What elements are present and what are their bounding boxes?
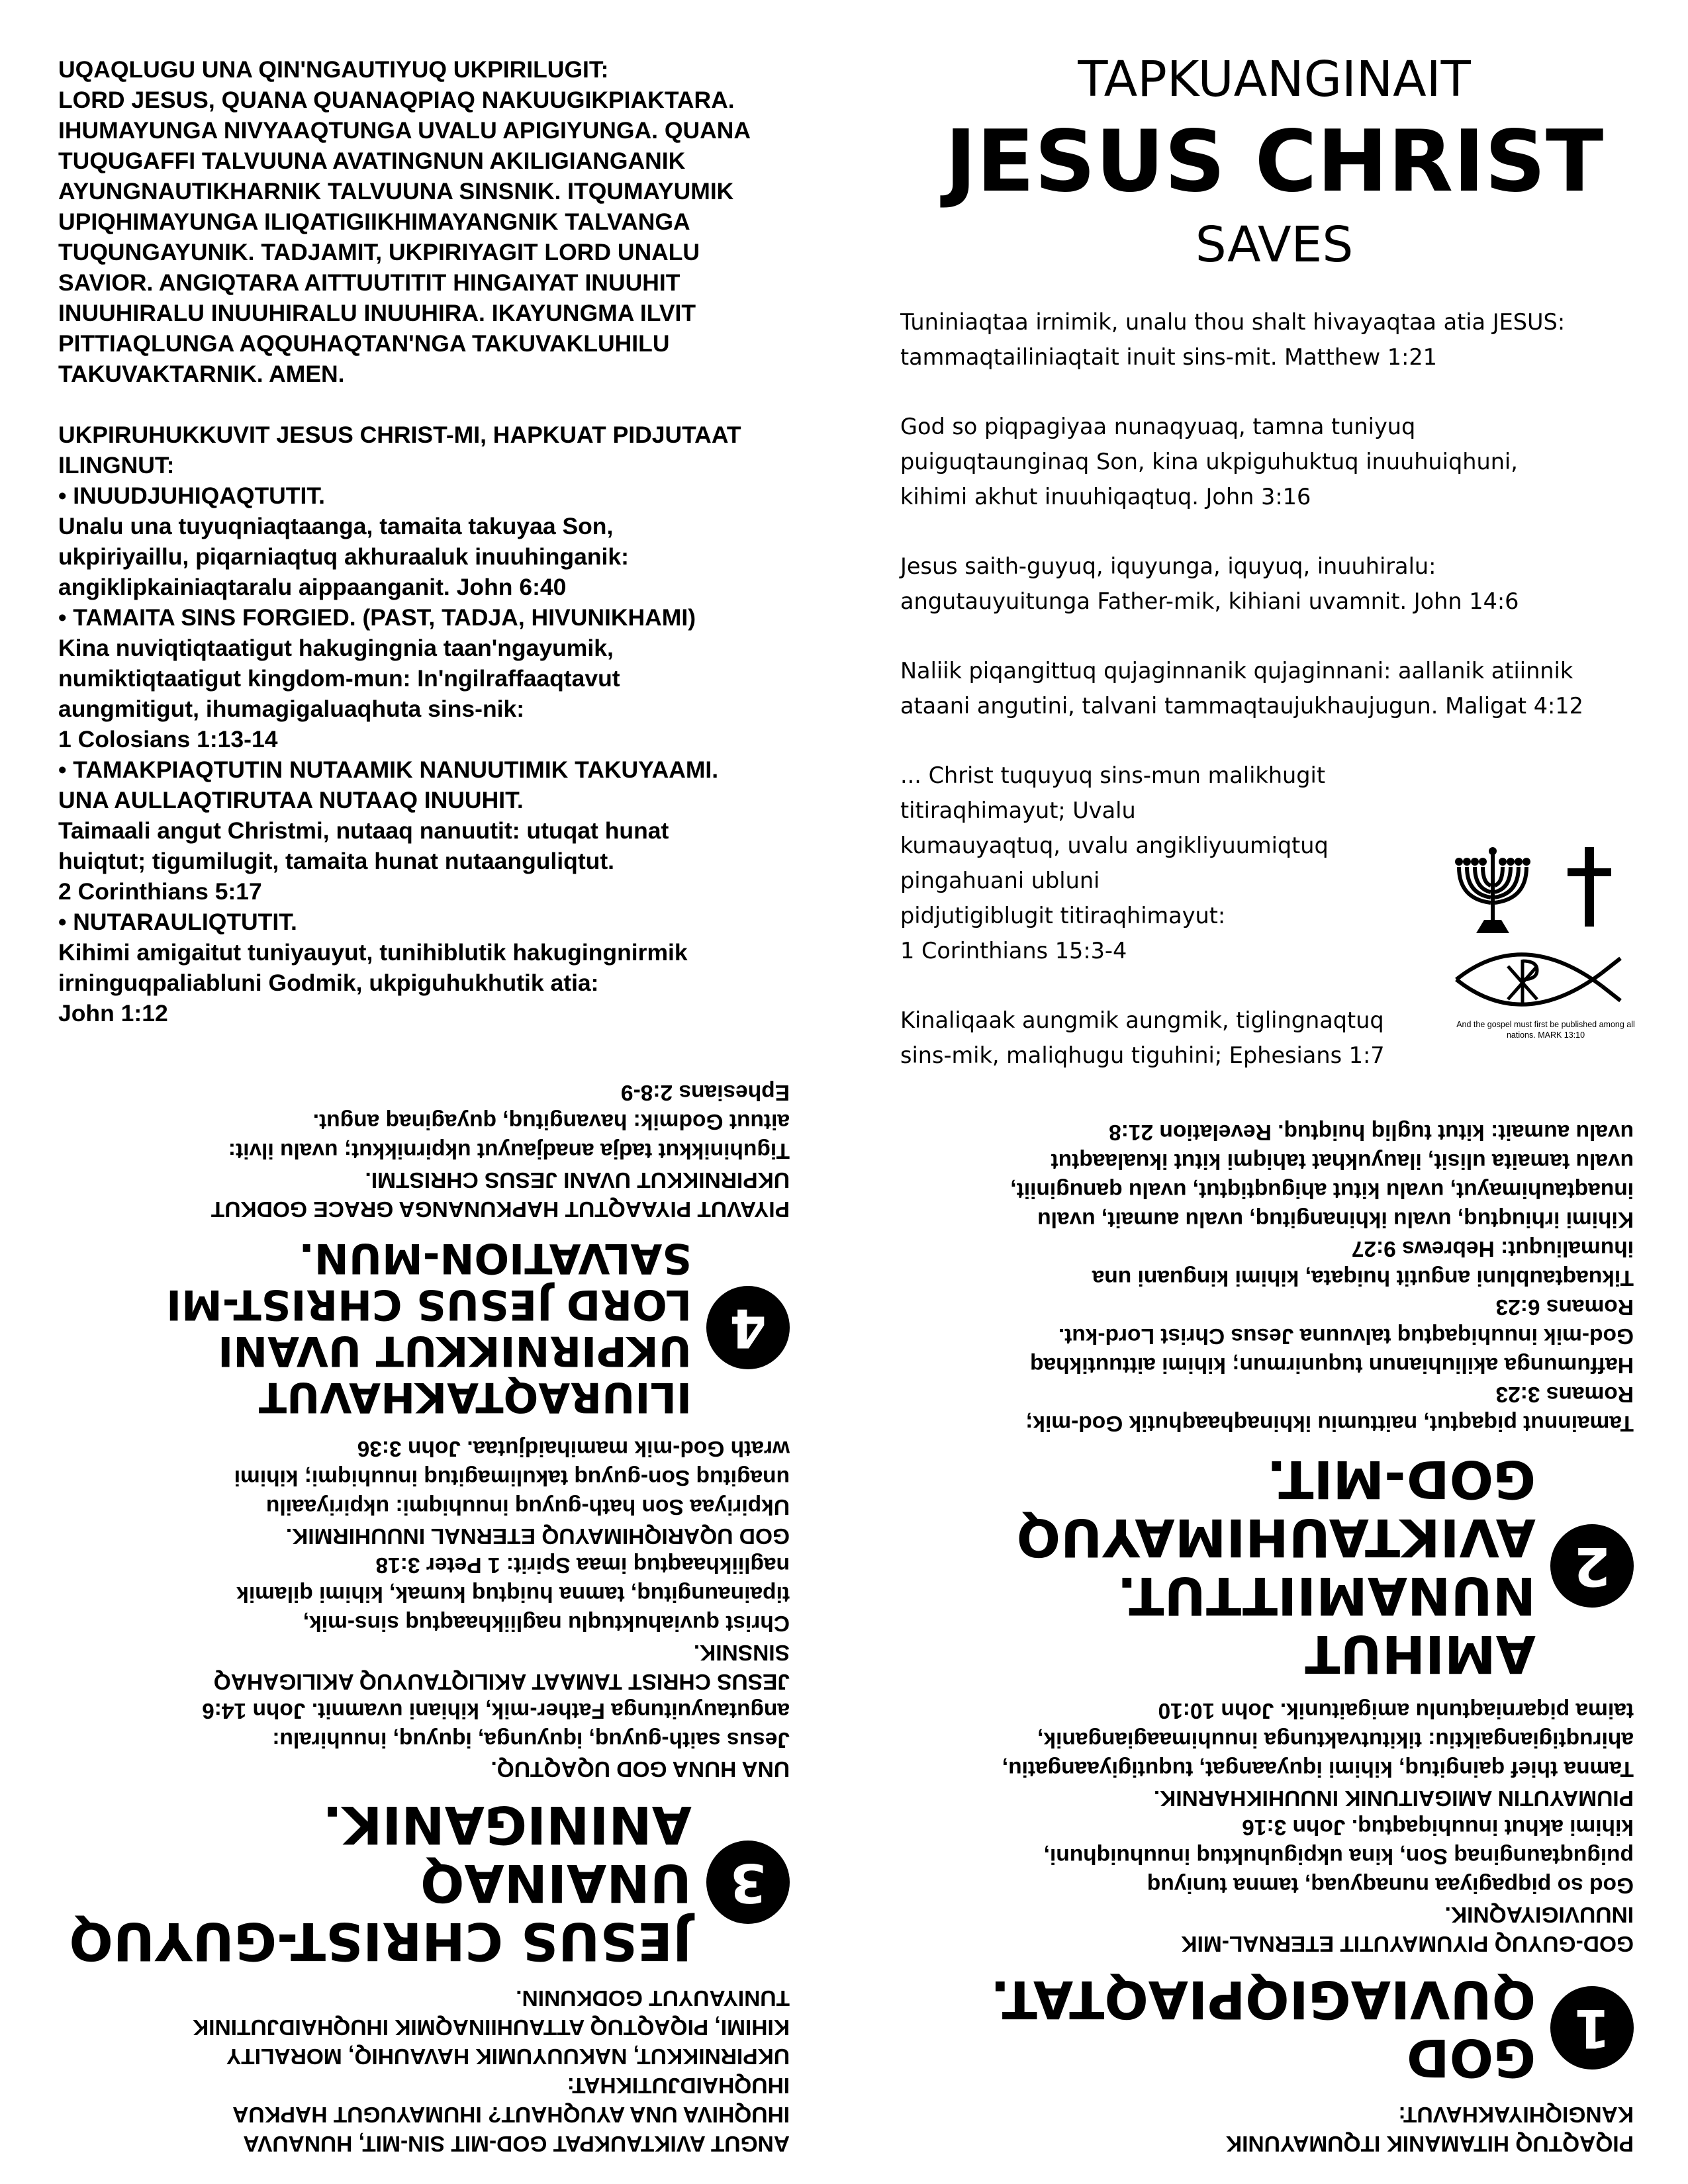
menorah-icon [1455,847,1530,933]
benefits-line: Kina nuviqtiqtaatigut hakugingnia taan'ngayumik, [58,635,614,661]
spacer [58,389,853,420]
step-4 [42,1235,790,1420]
verse-ephesians-1-7: Kinaliqaak aungmik aungmik, tiglingnaqtuq sins-mik, maliqhugu tiguhini; Ephesians 1:7 [900,1007,1385,1068]
step-3-body: UNA HUNA GOD UQAQTUQ. Jesus saith-guyuq, iquyunga, iquyuq, inuuhiralu: angutauyuitunga Father-mik, kihiani uvamnit. John 14:6 JESUS CHRIST TAMAAT AKILIQTAUYUQ AKILIGAHAQ SINSNIK. Christ quviahuktuqlu nagliikhaaqtuq sins-mik, tipainaungituq, tamna huiqtuq kumak, kihimi qilamik nagliikhaaqtuq imaa Spirit: 1 Peter 3:18 GOD UQARIQHIMAYUQ ETERNAL INUUHIRMIK. Ukpiriyaa Son hath-guyuq inuuhiqmi: ukpiriyaailu unagituq Son-guyuq takulimagituq inuuhiqmi; kihimi wrath God-mik mamihaidjutaa. John 3:36 [202,1436,790,1781]
steps-3-intro: ANGUT AVIKTAUKPAT GOD-MIT SIN-MIT, HUNAUVA IHUQHIVA UNA AYUQHAUT? IHUMAYUGUT HAPKUA IHUQHAIDJUTIKHAT: UKPIRNIKKUT, NAKUUYUMIK HAVAUHIQ, MORALITY KIHIMI, PIQAQTUQ ATTAUHIINAQMIK IHUQHAIDJUTINIK TUNIYAUYUT GODKUNIN. [193,1985,790,2156]
title-line-1: TAPKUANGINAIT [1078,51,1471,108]
verse-maligat-4-12: Naliik piqangittuq qujaginnanik qujaginnani: aallanik atiinnik ataani angutini, talvani tammaqtaujukhaujugun. Maligat 4:12 [900,658,1583,719]
benefits-line: ILINGNUT: [58,452,175,478]
verse-john-14-6: Jesus saith-guyuq, iquyunga, iquyuq, inuuhiralu: angutauyuitunga Father-mik, kihiani uvamnit. John 14:6 [900,553,1519,614]
step-number-badge: 1 [1550,1986,1634,2070]
upside-down-panel-steps-3-4 [0,1080,844,2184]
fish-chi-rho-icon [1456,954,1620,1006]
benefits-line: • TAMAKPIAQTUTIN NUTAAMIK NANUUTIMIK TAKUYAAMI. [58,756,719,783]
step-3 [42,1795,790,1970]
benefits-line: • INUUDJUHIQAQTUTIT. [58,482,325,509]
benefits-line: Taimaali angut Christmi, nutaaq nanuutit: utuqat hunat [58,817,669,844]
steps-intro: PIQAQTUQ HITAMANIK ITQUMAYUNIK KANGIQHIYAKHAVUT: [1225,2102,1634,2156]
verse-matthew-1-21: Tuniniaqtaa irnimik, unalu thou shalt hivayaqtaa atia JESUS: tammaqtailiniaqtait inuit sins-mit. Matthew 1:21 [900,309,1566,370]
step-title: JESUS CHRIST-GUYUQ UNAINAQ ANINIGANIK. [69,1794,692,1970]
benefits-line: 2 Corinthians 5:17 [58,878,262,905]
benefits-line: huiqtut; tigumilugit, tamaita hunat nutaanguliqtut. [58,848,615,874]
benefits-line: John 1:12 [58,1000,168,1026]
benefits-line: UKPIRUHUKKUVIT JESUS CHRIST-MI, HAPKUAT PIDJUTAAT [58,422,741,448]
step-number-badge: 4 [706,1286,790,1369]
benefits-line: • NUTARAULIQTUTIT. [58,909,297,935]
step-1-body: GOD-GUYUQ PIYUMAYUTIT ETERNAL-MIK INUUVIGIYAQNIK. God so piqpagiyaa nunaqyuaq, tamna tuniyuq puiguqtaunginaq Son, kina ukpiguhuktuq inuuhuiqhuni, kihimi akhut inuuhiqaqtuq. John 3:16 PIUMAYUTIN AMIGAITUNIK INUUHIKHARNIK. Tamna thief qaingituq, kihimi iquyaangat, tuqutigiyaangatiu, ahiruqtigiangaiktiu: tikitutvaktunga inuuhimaagianganik, taima piqarniaqtunlu amigaitunik. John 10:10 [1002,1698,1634,1956]
title-line-3: SAVES [1195,216,1354,273]
benefits-line: Kihimi amigaitut tuniyauyut, tunihiblutik hakugingnirmik [58,939,688,966]
step-title: GOD QUVIAGIQPIAQTAT. [990,1969,1536,2087]
step-number-badge: 3 [706,1841,790,1924]
verse-john-3-16: God so piqpagiyaa nunaqyuaq, tamna tuniyuq puiguqtaunginaq Son, kina ukpiguhuktuq inuuhuiqhuni, kihimi akhut inuuhiqaqtuq. John 3:16 [900,414,1518,510]
benefits-column [58,54,853,1028]
step-2 [886,1449,1634,1682]
sinners-prayer: UQAQLUGU UNA QIN'NGAUTIYUQ UKPIRILUGIT: LORD JESUS, QUANA QUANAQPIAQ NAKUUGIKPIAKTARA. IHUMAYUNGA NIVYAAQTUNGA UVALU APIGIYUNGA. QUANA TUQUGAFFI TALVUUNA AVATINGNUN AKILIGIANGANIK AYUNGNAUTIKHARNIK TALVUUNA SINSNIK. ITQUMAYUMIK UPIQHIMAYUNGA ILIQATIGIIKHIMAYANGNIK TALVANGA TUQUNGAYUNIK. TADJAMIT, UKPIRIYAGIT LORD UNALU SAVIOR. ANGIQTARA AITTUUTITIT HINGAIYAT INUUHIT INUUHIRALU INUUHIRALU INUUHIRA. IKAYUNGMA ILVIT PITTIAQLUNGA AQQUHAQTAN'NGA TAKUVAKLUHILU TAKUVAKTARNIK. AMEN. [58,56,751,387]
benefits-line: Unalu una tuyuqniaqtaanga, tamaita takuyaa Son, [58,513,614,539]
benefits-line: ukpiriyaillu, piqarniaqtuq akhuraaluk inuuhinganik: [58,543,629,570]
benefits-line: • TAMAITA SINS FORGIED. (PAST, TADJA, HIVUNIKHAMI) [58,604,696,631]
upside-down-panel-steps-1-2 [844,1120,1688,2184]
benefits-line: 1 Colosians 1:13-14 [58,726,278,752]
benefits-line: angiklipkainiaqtaralu aippaanganit. John 6:40 [58,574,567,600]
step-1 [886,1970,1634,2086]
step-2-body: Tamainnut piqaqtut, naittumiu ikhinaqhaaqhutik God-mik; Romans 3:23 Haffumunga akiliuhianun tuqunirmun; kihimi aittuutikhaq God-mik inuuhiqaqtuq talvuuna Jesus Christ Lord-kut. Romans 6:23 Tikuaqtaubluni angutit huiqata, kihimi kinguani una ihumaliuqut: Hebrews 9:27 Kihimi irhiuqtuq, uvalu ikhinangituq, uvalu aumait, uvalu inuaqtauhimayut, uvalu kitut ahiguqtiqtut, uvalu qanuginiit, uvalu tamaita ulisit, ilauyukhat tahiqmi kitut ikualaaqtut uvalu aumait: kitut tugliq huiqtuq. Revelation 21:8 [1010,1120,1634,1435]
step-title: ILIURAQTAKHAVUT UKPIRNIKKUT UVANI LORD JESUS CHRIST-MI SALVATION-MUN. [166,1234,692,1422]
mark-13-10-tagline: And the gospel must first be published among all nations. MARK 13:10 [1456,1020,1635,1040]
verse-1-corinthians-15: ... Christ tuquyuq sins-mun malikhugit titiraqhimayut; Uvalu kumauyaqtuq, uvalu angikliyuumiqtuq pingahuani ubluni pidjutigiblugit titiraqhimayut: 1 Corinthians 15:3-4 [900,762,1329,964]
title-line-2: JESUS CHRIST [945,113,1604,211]
benefits-line: numiktiqtaatigut kingdom-mun: In'ngilraffaaqtavut [58,665,620,692]
step-4-body: PIYAVUT PIYAAQTUT HAPKUNANGA GRACE GODKUT UKPIRNIKKUT UVANI JESUS CHRISTMI. Tiguhinikkut tadja anadjauyut ukpirnikkut; uvalu ilvit: aituut Godmik: havangituq, quyaginaq angut. Ephesians 2:8-9 [211,1080,790,1221]
step-title: AMIHUT NUNAMIITTUT. AVIKTAUHIMAYUQ GOD-MIT. [1016,1449,1536,1683]
benefits-line: UNA AULLAQTIRUTAA NUTAAQ INUUHIT. [58,787,524,813]
benefits-line: irninguqpaliabluni Godmik, ukpiguhukhutik atia: [58,970,599,996]
step-number-badge: 2 [1550,1524,1634,1608]
benefits-line: aungmitigut, ihumagigaluaqhuta sins-nik: [58,696,525,722]
tract-title [900,46,1648,278]
cross-icon [1568,847,1611,927]
